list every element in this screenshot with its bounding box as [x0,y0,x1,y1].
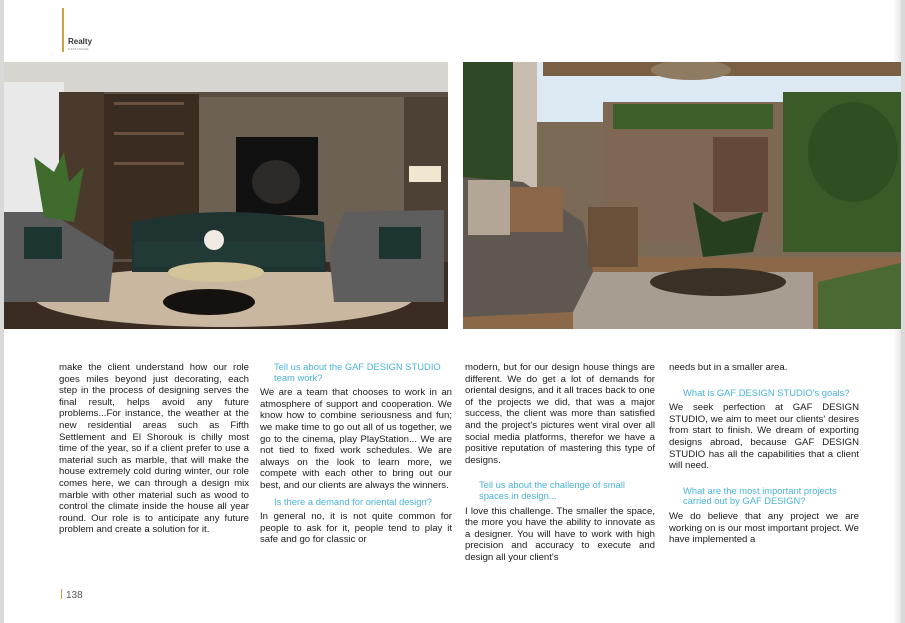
paragraph: modern, but for our design house things are different. We do get a lot of demands for oriental designs, and it all traces back to one of the projects we did, that was a major success, the client was more than satisfied and the project's pictures went viral over all social media platforms, therefor we have a positive reputation of mastering this type of designs. [465,362,655,466]
living-room-photo [4,62,448,329]
paragraph: We do believe that any project we are working on is our most important project. We have implemented a [669,510,859,546]
question-heading: Is there a demand for oriental design? [274,495,432,507]
paragraph: In general no, it is not quite common for people to ask for it, people tend to play it safe and go for classic or [260,511,452,546]
column-1 [59,362,249,536]
column-4 [669,362,859,546]
question-heading: Tell us about the challenge of small spaces in design... [479,479,625,501]
column-2 [260,362,452,546]
page-number [61,589,83,601]
terrace-photo [463,62,901,329]
paragraph: needs but in a smaller area. [669,362,788,373]
paragraph: I love this challenge. The smaller the space, the more you have the ability to innovate as a designer. You will have to work with high precision and accuracy to execute and design all your client's [465,505,655,563]
page-number-text: 138 [66,590,83,601]
question-heading: What is GAF DESIGN STUDIO's goals? [683,386,850,398]
question-heading: Tell us about the GAF DESIGN STUDIO team work? [274,361,441,383]
paragraph: We are a team that chooses to work in an atmosphere of support and cooperation. We know how to combine seriousness and fun; we make time to go out all of us together, we go to the cinema, play PlayStation... We are not tied to fixed work schedules. We are always on the look to learn more, we compete with each other to bring out our best, and our clients are always the winners. [260,387,452,491]
paragraph: make the client understand how our role goes miles beyond just decorating, each step in the process of designing serves the final result, helps avoid any future problems...For instance, the weather at the new residential areas such as Fifth Settlement and El Shorouk is chilly most time of the year, so if a client prefer to use a material such as marble, that will make the house extremely cold during winter, our role comes here, we can through a design mix marble with other material such as wood to control the climate inside the house all year round. Our role is to anticipate any future problem and create a solution for it. [59,362,249,536]
question-heading: What are the most important projects carried out by GAF DESIGN? [683,484,837,507]
magazine-page [4,0,901,623]
realty-logo: Realty CATALOGUE [62,8,102,56]
column-3 [465,362,655,564]
paragraph: We seek perfection at GAF DESIGN STUDIO, we aim to meet our clients' desires from start to finish. We dream of exporting designs abroad, because GAF DESIGN STUDIO has all the capabilities that a client will need. [669,402,859,472]
